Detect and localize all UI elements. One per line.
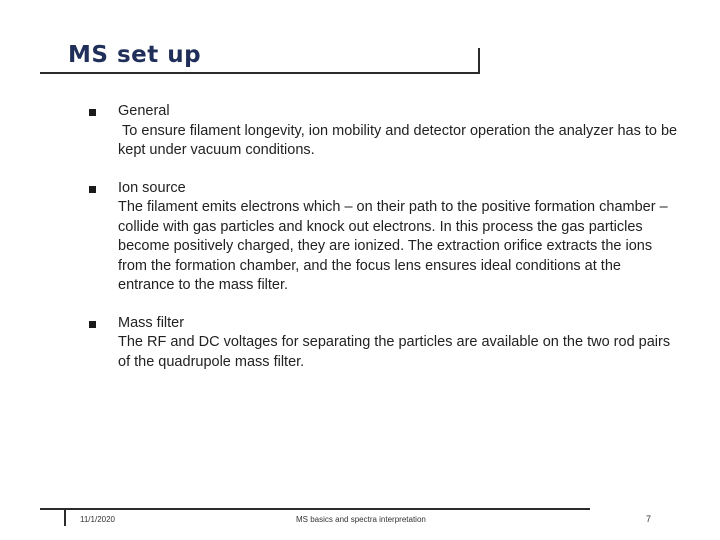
bullet-list xyxy=(88,102,682,390)
page-number: 7 xyxy=(646,514,652,524)
square-bullet-icon xyxy=(89,186,96,193)
footer-date: 11/1/2020 xyxy=(80,515,115,524)
square-bullet-icon xyxy=(89,321,96,328)
bullet-body: The RF and DC voltages for separating the particles are available on the two rod pairs of the quadrupole mass filter. xyxy=(118,334,675,370)
bullet-mass-filter xyxy=(88,314,678,373)
bullet-heading: Ion source xyxy=(118,179,186,196)
slide-title: MS set up xyxy=(68,42,202,68)
title-end-tick xyxy=(478,48,480,74)
footer-tick xyxy=(64,508,66,526)
footer-title: MS basics and spectra interpretation xyxy=(296,515,426,524)
bullet-body: The filament emits electrons which – on their path to the positive formation chamber – collide with gas particles and knock out electrons. In this process the gas particles become positively charged, they are ionized. The extraction orifice extracts the ions from the formation chamber, and the focus lens ensures ideal conditions at the entrance to the mass filter. xyxy=(118,199,672,293)
footer-rule xyxy=(40,508,590,510)
bullet-ion-source xyxy=(88,179,678,296)
bullet-heading: General xyxy=(118,103,170,119)
bullet-body: To ensure filament longevity, ion mobility and detector operation the analyzer has to be kept under vacuum conditions. xyxy=(118,122,682,158)
title-underline xyxy=(40,72,480,74)
bullet-general xyxy=(88,102,682,161)
square-bullet-icon xyxy=(89,109,96,116)
bullet-heading: Mass filter xyxy=(118,314,185,331)
